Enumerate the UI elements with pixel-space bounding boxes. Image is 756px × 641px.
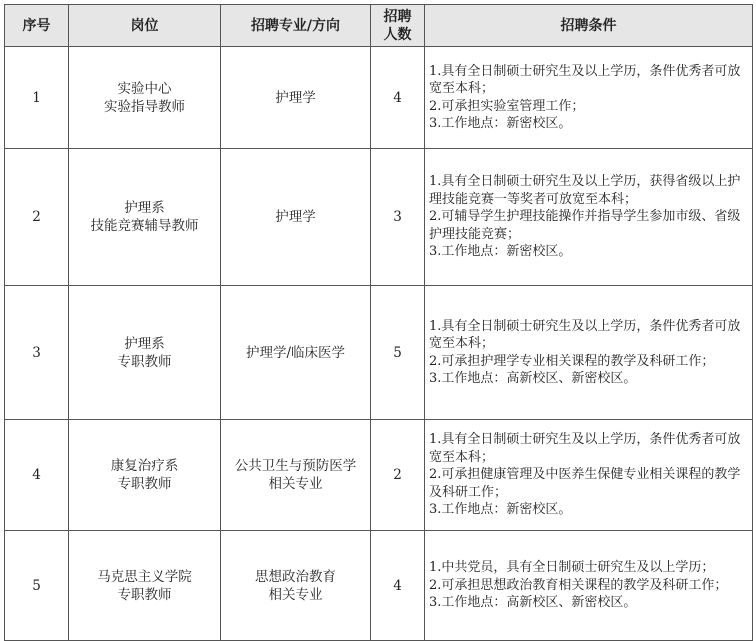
table-header-row: [5, 5, 753, 47]
recruitment-table: [4, 4, 753, 641]
cell-major: [221, 531, 371, 641]
requirement-item: 2.可承担健康管理及中医养生保健专业相关课程的教学及科研工作；: [429, 467, 741, 500]
cell-position: [69, 47, 221, 149]
recruitment-table-container: [4, 4, 752, 641]
position-line: 护理系: [124, 335, 165, 352]
position-line: 马克思主义学院: [97, 568, 192, 585]
cell-position: [69, 149, 221, 286]
requirement-item: 1.具有全日制硕士研究生及以上学历，获得省级以上护理技能竞赛一等奖者可放宽至本科；: [429, 174, 741, 207]
table-row: [5, 531, 753, 641]
cell-index: 4: [5, 420, 69, 531]
cell-major: [221, 286, 371, 420]
position-line: 技能竞赛辅导教师: [90, 218, 199, 234]
requirement-item: 3.工作地点：新密校区。: [429, 116, 572, 131]
cell-major: [221, 47, 371, 149]
header-major: 招聘专业/方向: [221, 5, 371, 47]
requirement-item: 2.可承担实验室管理工作；: [429, 98, 585, 114]
position-line: 专职教师: [117, 353, 172, 370]
table-row: [5, 149, 753, 286]
major-line: 相关专业: [268, 586, 323, 603]
table-row: [5, 420, 753, 531]
major-line: 护理学: [275, 209, 316, 225]
position-line: 专职教师: [117, 586, 172, 603]
requirement-item: 1.具有全日制硕士研究生及以上学历，条件优秀者可放宽至本科；: [429, 432, 741, 465]
position-line: 康复治疗系: [110, 458, 179, 474]
header-index: 序号: [5, 5, 69, 47]
major-line: 相关专业: [268, 476, 323, 492]
cell-requirements: [425, 149, 753, 286]
header-count-line1: 招聘: [383, 8, 412, 25]
table-row: [5, 47, 753, 149]
cell-index: 2: [5, 149, 69, 286]
major-line: 思想政治教育: [255, 568, 336, 585]
cell-index: 5: [5, 531, 69, 641]
requirement-item: 3.工作地点：新密校区。: [429, 502, 572, 518]
header-count: [371, 5, 425, 47]
requirement-item: 3.工作地点：高新校区、新密校区。: [429, 371, 637, 386]
cell-count: 5: [371, 286, 425, 420]
cell-requirements: [425, 531, 753, 641]
header-count-line2: 人数: [383, 26, 412, 43]
cell-requirements: [425, 47, 753, 149]
requirement-item: 2.可承担护理学专业相关课程的教学及科研工作；: [429, 353, 715, 369]
cell-major: [221, 420, 371, 531]
cell-index: 1: [5, 47, 69, 149]
cell-index: 3: [5, 286, 69, 420]
header-position: 岗位: [69, 5, 221, 47]
cell-requirements: [425, 286, 753, 420]
requirement-item: 3.工作地点：高新校区、新密校区。: [429, 595, 637, 611]
requirement-item: 1.具有全日制硕士研究生及以上学历，条件优秀者可放宽至本科；: [429, 63, 741, 96]
requirement-item: 3.工作地点：新密校区。: [429, 244, 572, 260]
cell-count: 2: [371, 420, 425, 531]
position-line: 实验中心: [117, 80, 172, 97]
major-line: 护理学: [275, 89, 316, 106]
table-row: [5, 286, 753, 420]
position-line: 专职教师: [117, 476, 172, 492]
cell-requirements: [425, 420, 753, 531]
position-line: 实验指导教师: [104, 98, 185, 115]
cell-count: 3: [371, 149, 425, 286]
position-line: 护理系: [124, 200, 165, 216]
cell-count: 4: [371, 47, 425, 149]
cell-position: [69, 286, 221, 420]
requirement-item: 2.可辅导学生护理技能操作并指导学生参加市级、省级护理技能竞赛；: [429, 209, 741, 242]
requirement-item: 1.中共党员，具有全日制硕士研究生及以上学历；: [429, 560, 715, 576]
requirement-item: 1.具有全日制硕士研究生及以上学历，条件优秀者可放宽至本科；: [429, 318, 741, 351]
cell-position: [69, 420, 221, 531]
major-line: 公共卫生与预防医学: [234, 458, 357, 474]
cell-position: [69, 531, 221, 641]
cell-count: 4: [371, 531, 425, 641]
requirement-item: 2.可承担思想政治教育相关课程的教学及科研工作；: [429, 577, 728, 593]
cell-major: [221, 149, 371, 286]
major-line: 护理学/临床医学: [245, 344, 346, 361]
header-requirements: 招聘条件: [425, 5, 753, 47]
